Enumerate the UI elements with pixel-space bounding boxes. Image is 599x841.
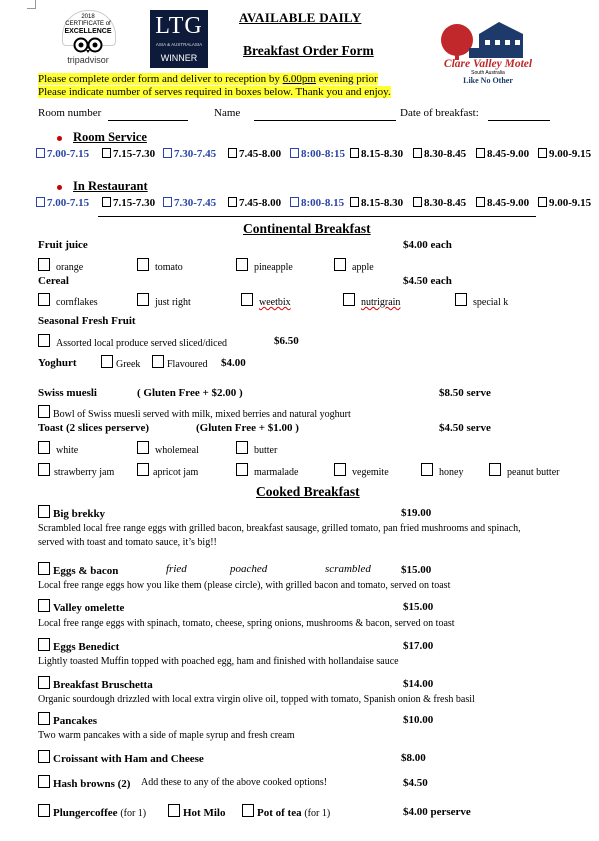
pot-of-tea-option[interactable]: Pot of tea (for 1) [242,804,330,819]
tripadvisor-year: 2018 [81,14,95,20]
available-daily-heading: AVAILABLE DAILY [239,10,362,25]
toast-strawberry-jam-option[interactable]: strawberry jam [38,463,114,478]
cooked-heading: Cooked Breakfast [256,484,360,499]
egg-style-scrambled[interactable]: scrambled [325,563,371,575]
eggs-benedict-price: $17.00 [403,640,434,652]
rs-slot-2[interactable]: 7.15-7.30 [102,148,155,160]
juice-orange-option[interactable]: orange [38,258,83,273]
big-brekky-desc-2: served with toast and tomato sauce, it’s big!! [38,537,217,548]
seasonal-fruit-price: $6.50 [274,335,299,347]
cereal-special-k-option[interactable]: special k [455,293,508,308]
eggs-bacon-price: $15.00 [401,564,432,576]
valley-omelette-desc: Local free range eggs with spinach, tomato, cheese, spring onions, mushrooms & bacon, served on toast [38,618,455,629]
continental-heading: Continental Breakfast [243,221,371,236]
toast-price: $4.50 serve [439,422,491,434]
muesli-price: $8.50 serve [439,387,491,399]
ir-slot-4[interactable]: 7.45-8.00 [228,197,281,209]
muesli-label: Swiss muesli [38,387,97,399]
egg-style-fried[interactable]: fried [166,563,187,575]
ltg-letters: LTG [155,13,203,39]
name-field[interactable] [254,120,396,121]
big-brekky-option[interactable]: Big brekky [38,505,105,520]
toast-wholemeal-option[interactable]: wholemeal [137,441,199,456]
fruit-juice-label: Fruit juice [38,239,88,251]
ltg-region: ASIA & AUSTRALASIA [155,42,203,47]
toast-white-option[interactable]: white [38,441,78,456]
hash-browns-note: Add these to any of the above cooked options! [141,777,328,788]
rs-slot-3[interactable]: 7.30-7.45 [163,148,216,160]
motel-region: South Australia [471,70,505,76]
toast-label: Toast (2 slices perserve) [38,422,150,434]
hot-milo-option[interactable]: Hot Milo [168,804,225,819]
drinks-price: $4.00 perserve [403,806,471,818]
bruschetta-option[interactable]: Breakfast Bruschetta [38,676,153,691]
bullet-icon [57,185,62,190]
ltg-award: WINNER [160,53,198,63]
ir-slot-9[interactable]: 9.00-9.15 [538,197,591,209]
cereal-cornflakes-option[interactable]: cornflakes [38,293,98,308]
croissant-option[interactable]: Croissant with Ham and Cheese [38,750,204,765]
cereal-nutrigrain-option[interactable]: nutrigrain [343,293,400,308]
ltg-award-logo [150,10,208,68]
pancakes-price: $10.00 [403,714,434,726]
seasonal-fruit-option[interactable]: Assorted local produce served sliced/diced [38,334,227,349]
big-brekky-desc: Scrambled local free range eggs with grilled bacon, breakfast sausage, grilled tomato, pan fried mushrooms and spinach, [38,523,521,534]
bruschetta-price: $14.00 [403,678,434,690]
yoghurt-greek-option[interactable]: Greek [101,355,140,370]
ir-slot-8[interactable]: 8.45-9.00 [476,197,529,209]
eggs-bacon-desc: Local free range eggs how you like them (please circle), with grilled bacon and tomato, served on toast [38,580,451,591]
tripadvisor-line1: CERTIFICATE of [65,21,111,27]
room-number-label: Room number [38,107,102,119]
egg-style-poached[interactable]: poached [230,563,268,575]
instruction-1a: Please complete order form and deliver to reception by [38,73,283,85]
juice-apple-option[interactable]: apple [334,258,374,273]
toast-gluten-free: (Gluten Free + $1.00 ) [196,422,299,434]
rs-slot-4[interactable]: 7.45-8.00 [228,148,281,160]
name-label: Name [214,107,241,119]
rs-slot-9[interactable]: 9.00-9.15 [538,148,591,160]
ir-slot-7[interactable]: 8.30-8.45 [413,197,466,209]
croissant-price: $8.00 [401,752,426,764]
owl-icon [73,37,103,53]
motel-logo [433,12,543,87]
tripadvisor-brand: tripadvisor [67,55,109,65]
juice-tomato-option[interactable]: tomato [137,258,183,273]
valley-omelette-option[interactable]: Valley omelette [38,599,124,614]
toast-apricot-jam-option[interactable]: apricot jam [137,463,198,478]
cereal-price: $4.50 each [403,275,452,287]
hash-browns-price: $4.50 [403,777,428,789]
cereal-label: Cereal [38,275,69,287]
ir-slot-5[interactable]: 8:00-8.15 [290,197,344,209]
eggs-benedict-desc: Lightly toasted Muffin topped with poached egg, ham and finished with hollandaise sauce [38,656,399,667]
motel-building-icon [439,14,539,60]
room-number-field[interactable] [108,120,188,121]
cereal-weetbix-option[interactable]: weetbix [241,293,291,308]
bruschetta-desc: Organic sourdough drizzled with local extra virgin olive oil, topped with tomato, Spanish onion & fresh basil [38,694,475,705]
ir-slot-2[interactable]: 7.15-7.30 [102,197,155,209]
date-field[interactable] [488,120,550,121]
divider [98,216,536,217]
instruction-2: Please indicate number of serves required in boxes below. Thank you and enjoy. [38,86,391,98]
in-restaurant-heading: In Restaurant [73,179,148,193]
valley-omelette-price: $15.00 [403,601,434,613]
toast-butter-option[interactable]: butter [236,441,277,456]
instruction-line-1 [38,73,378,85]
toast-peanut-butter-option[interactable]: peanut butter [489,463,559,478]
rs-slot-5[interactable]: 8:00-8:15 [290,148,345,160]
ir-slot-6[interactable]: 8.15-8.30 [350,197,403,209]
pancakes-desc: Two warm pancakes with a side of maple syrup and fresh cream [38,730,295,741]
eggs-bacon-option[interactable]: Eggs & bacon [38,562,118,577]
plunger-coffee-option[interactable]: Plungercoffee (for 1) [38,804,146,819]
ir-slot-3[interactable]: 7.30-7.45 [163,197,216,209]
instruction-1b: evening prior [315,73,378,85]
pancakes-option[interactable]: Pancakes [38,712,97,727]
yoghurt-flavoured-option[interactable]: Flavoured [152,355,208,370]
tripadvisor-line2: EXCELLENCE [64,28,112,35]
date-label: Date of breakfast: [400,107,479,119]
yoghurt-label: Yoghurt [38,357,77,369]
muesli-option[interactable]: Bowl of Swiss muesli served with milk, mixed berries and natural yoghurt [38,405,351,420]
toast-vegemite-option[interactable]: vegemite [334,463,389,478]
rs-slot-1[interactable]: 7.00-7.15 [36,148,89,160]
bullet-icon [57,136,62,141]
motel-name: Clare Valley Motel [443,58,533,70]
rs-slot-7[interactable]: 8.30-8.45 [413,148,466,160]
instruction-line-2 [38,86,391,98]
page-title: Breakfast Order Form [243,43,374,58]
instruction-time: 6.00pm [282,73,316,85]
motel-tagline: Like No Other [463,76,513,85]
big-brekky-price: $19.00 [401,507,432,519]
yoghurt-price: $4.00 [221,357,246,369]
cereal-just-right-option[interactable]: just right [137,293,191,308]
muesli-gluten-free: ( Gluten Free + $2.00 ) [137,387,243,399]
fruit-juice-price: $4.00 each [403,239,452,251]
eggs-benedict-option[interactable]: Eggs Benedict [38,638,119,653]
hash-browns-option[interactable]: Hash browns (2) [38,775,130,790]
page-corner-mark [27,0,36,9]
toast-honey-option[interactable]: honey [421,463,463,478]
rs-slot-8[interactable]: 8.45-9.00 [476,148,529,160]
toast-marmalade-option[interactable]: marmalade [236,463,298,478]
tripadvisor-logo [56,10,120,68]
juice-pineapple-option[interactable]: pineapple [236,258,293,273]
rs-slot-6[interactable]: 8.15-8.30 [350,148,403,160]
seasonal-fruit-label: Seasonal Fresh Fruit [38,315,136,327]
room-service-heading: Room Service [73,130,147,144]
ir-slot-1[interactable]: 7.00-7.15 [36,197,89,209]
